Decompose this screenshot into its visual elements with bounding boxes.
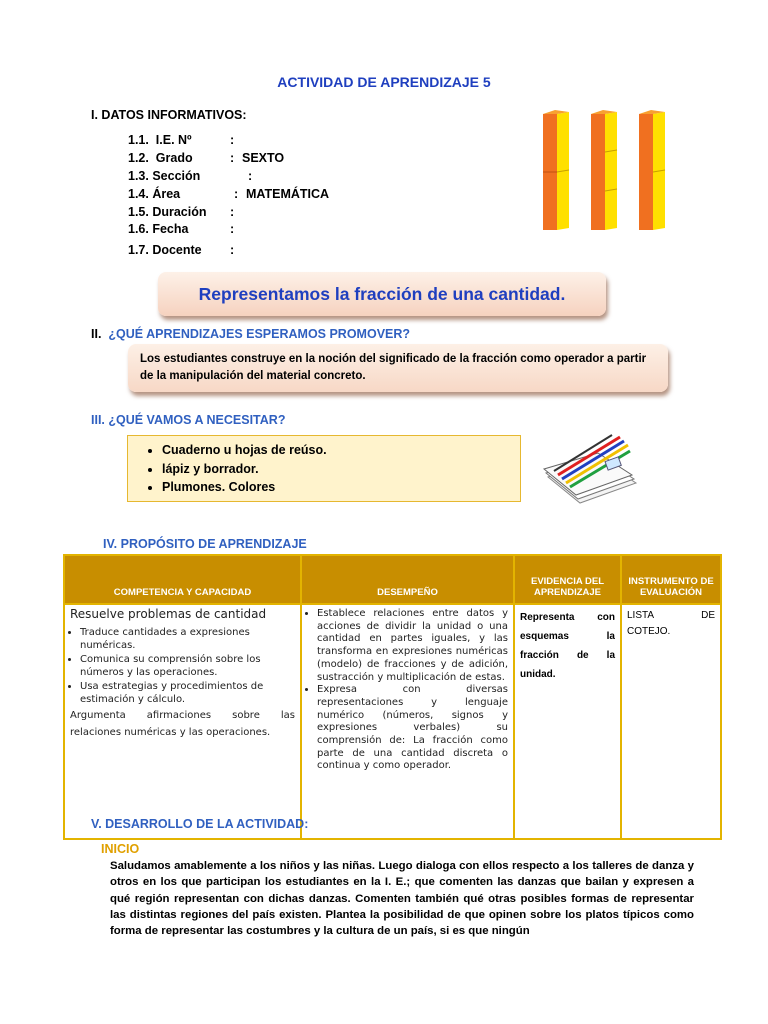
cell-instrumento: LISTA DE COTEJO. xyxy=(621,604,721,839)
info-row-duracion: 1.5. Duración : xyxy=(128,205,235,219)
capacidad-item: • Traduce cantidades a expresiones numéricas. xyxy=(80,626,295,653)
header-evidencia: EVIDENCIA DEL APRENDIZAJE xyxy=(514,555,621,604)
argumenta-text: Argumenta afirmaciones sobre las relaciones numéricas y las operaciones. xyxy=(70,709,295,738)
info-label: 1.2. Grado xyxy=(128,151,193,165)
info-label: 1.7. Docente xyxy=(128,243,202,257)
header-desempeno: DESEMPEÑO xyxy=(301,555,514,604)
section-proposito: IV. PROPÓSITO DE APRENDIZAJE xyxy=(103,537,307,551)
school-supplies-icon xyxy=(540,425,640,507)
header-instrumento: INSTRUMENTO DE EVALUACIÓN xyxy=(621,555,721,604)
inicio-label: INICIO xyxy=(101,842,140,856)
info-value: MATEMÁTICA xyxy=(246,187,330,201)
info-row-area: 1.4. Área : MATEMÁTICA xyxy=(128,187,330,201)
competencia-title: Resuelve problemas de cantidad xyxy=(70,607,267,621)
cell-desempeno xyxy=(301,604,514,839)
cell-evidencia: Representa con esquemas la fracción de la unidad. xyxy=(514,604,621,839)
section-aprendizajes: II. ¿QUÉ APRENDIZAJES ESPERAMOS PROMOVER? xyxy=(91,327,411,341)
info-label: 1.3. Sección xyxy=(128,169,201,183)
header-competencia: COMPETENCIA Y CAPACIDAD xyxy=(64,555,301,604)
info-label: 1.6. Fecha xyxy=(128,222,189,236)
material-item: • Cuaderno u hojas de reúso. xyxy=(162,441,520,460)
purpose-table xyxy=(63,554,722,840)
materials-box xyxy=(127,435,521,502)
material-item: • lápiz y borrador. xyxy=(162,460,520,479)
info-label: 1.4. Área xyxy=(128,187,181,201)
cell-competencia xyxy=(64,604,301,839)
desempeno-item: • Expresa con diversas representaciones y lenguaje numérico (números, signos y expresiones verbales) su comprensión de: La fracción como parte de una cantidad discreta o continua y como operador. xyxy=(317,684,508,773)
page-title: ACTIVIDAD DE APRENDIZAJE 5 xyxy=(277,74,491,90)
inicio-paragraph: Saludamos amablemente a los niños y las niñas. Luego dialoga con ellos respecto a los talleres de danza y otros en los que participan los estudiantes en la I. E.; que comenten las danzas que bailan y expresen a qué región representan con dichas danzas. Comenten también qué otras posibles formas de representar las distintas regiones del país existen. Plantea la posibilidad de que opinen sobre los platos típicos como forma de representar las costumbres y la cultura de un país, si es que ningún xyxy=(110,860,694,938)
capacidad-item: • Usa estrategias y procedimientos de estimación y cálculo. xyxy=(80,680,295,707)
section-necesitar: III. ¿QUÉ VAMOS A NECESITAR? xyxy=(91,413,286,427)
info-row-docente: 1.7. Docente : xyxy=(128,243,235,257)
section-aprendizajes-label: ¿QUÉ APRENDIZAJES ESPERAMOS PROMOVER? xyxy=(108,327,411,341)
expectation-box: Los estudiantes construye en la noción del significado de la fracción como operador a partir de la manipulación del material concreto. xyxy=(128,344,668,392)
section-desarrollo: V. DESARROLLO DE LA ACTIVIDAD: xyxy=(91,817,309,831)
table-header-row xyxy=(64,555,721,604)
info-value: SEXTO xyxy=(242,151,285,165)
material-item: • Plumones. Colores xyxy=(162,478,520,497)
info-row-seccion: 1.3. Sección : xyxy=(128,169,253,183)
section-datos-informativos: I. DATOS INFORMATIVOS: xyxy=(91,108,247,122)
info-row-grado: 1.2. Grado : SEXTO xyxy=(128,151,285,165)
desempeno-item: • Establece relaciones entre datos y acciones de dividir la unidad o una cantidad en partes iguales, y las transforma en expresiones numéricas (modelo) de fracciones y de adición, sustracción y multiplicación de estas. xyxy=(317,608,508,684)
fraction-bars-icon xyxy=(538,108,678,234)
info-row-fecha: 1.6. Fecha : xyxy=(128,222,235,236)
info-label: 1.5. Duración xyxy=(128,205,207,219)
info-row-ie: 1.1. I.E. Nº : xyxy=(128,133,235,147)
info-label: 1.1. I.E. Nº xyxy=(128,133,192,147)
table-row xyxy=(64,604,721,839)
activity-banner: Representamos la fracción de una cantidad. xyxy=(158,272,606,316)
capacidad-item: • Comunica su comprensión sobre los números y las operaciones. xyxy=(80,653,295,680)
